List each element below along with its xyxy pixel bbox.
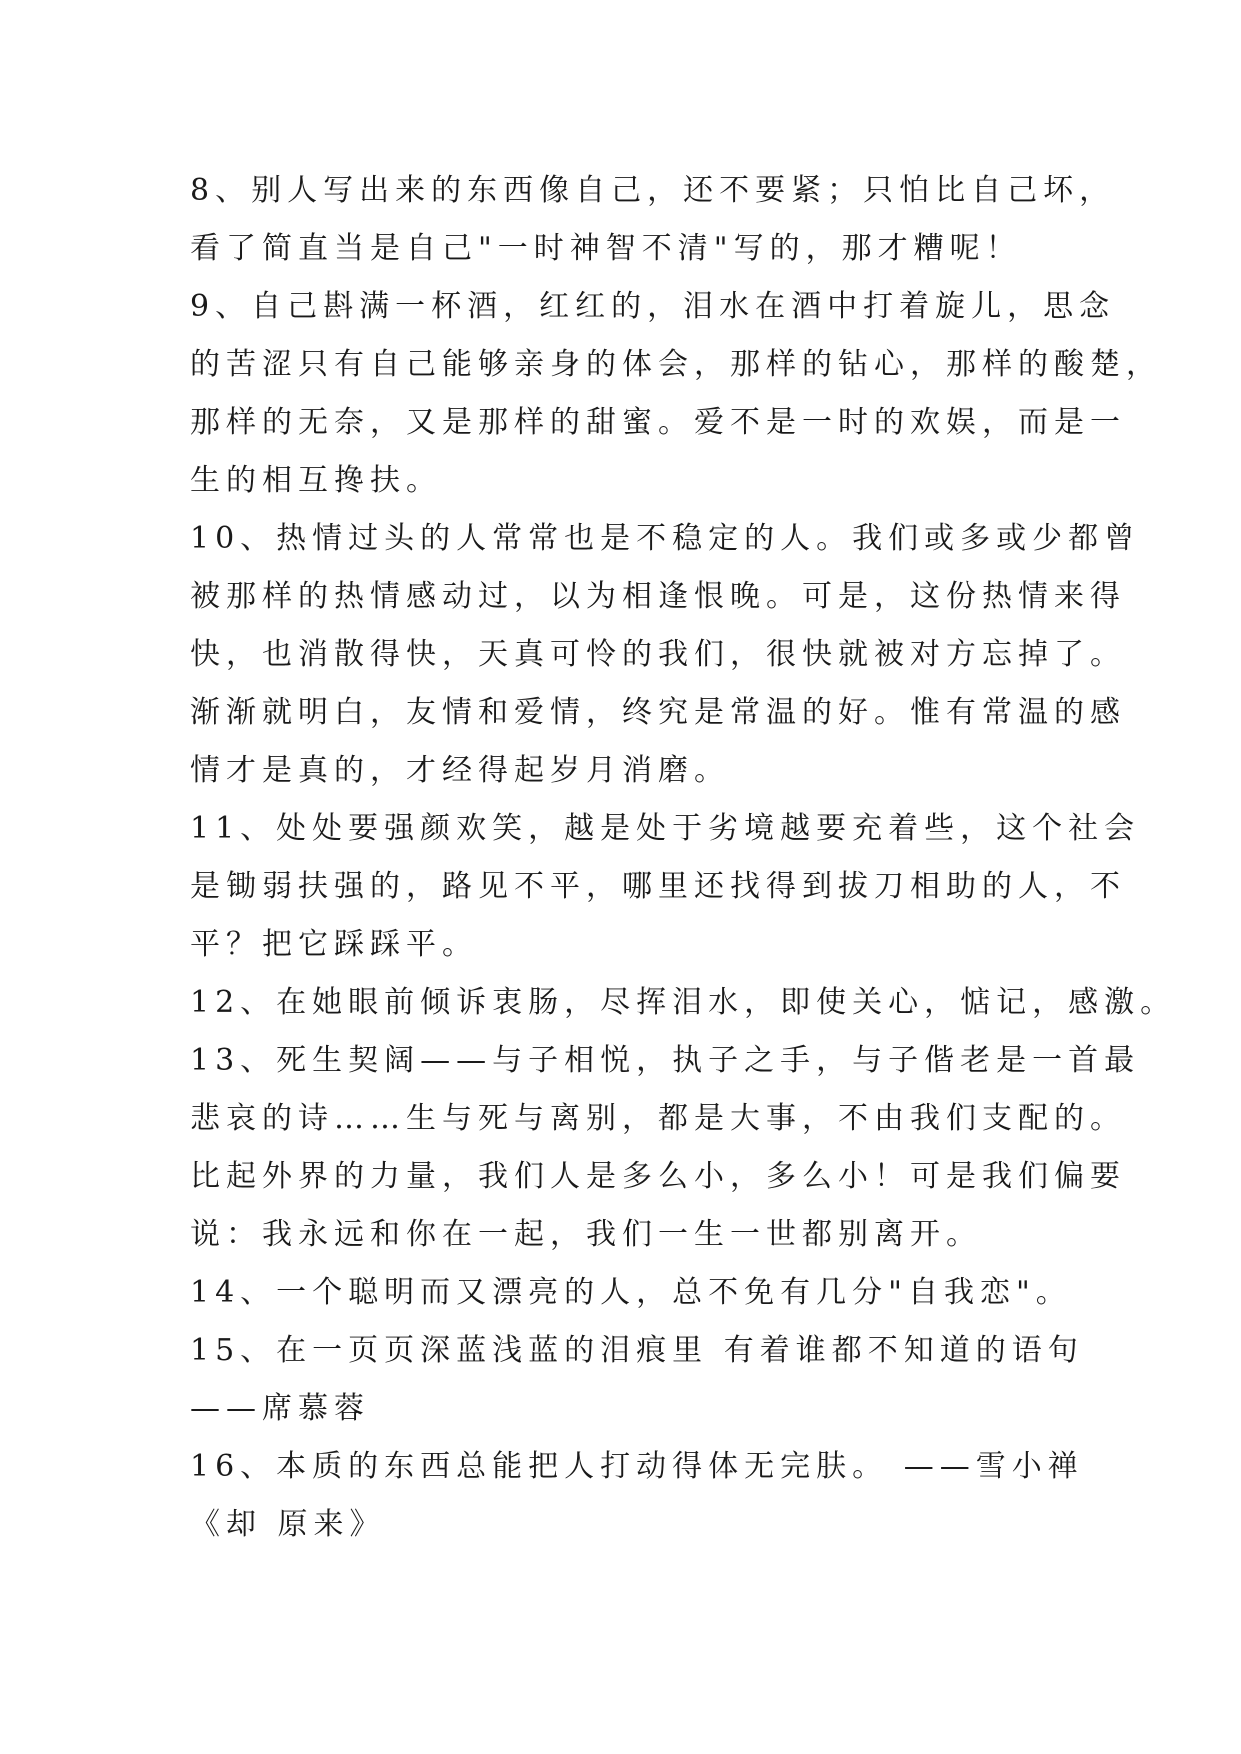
text-line: 快，也消散得快，天真可怜的我们，很快就被对方忘掉了。 xyxy=(190,637,1126,672)
text-line: 10、热情过头的人常常也是不稳定的人。我们或多或少都曾 xyxy=(190,521,1141,556)
text-line: 13、死生契阔——与子相悦，执子之手，与子偕老是一首最 xyxy=(190,1043,1141,1078)
text-line: 被那样的热情感动过，以为相逢恨晚。可是，这份热情来得 xyxy=(190,579,1126,614)
text-line: 15、在一页页深蓝浅蓝的泪痕里 有着谁都不知道的语句 xyxy=(190,1333,1084,1368)
text-line: 8、别人写出来的东西像自己，还不要紧；只怕比自己坏， xyxy=(190,173,1116,208)
document-body xyxy=(190,162,1177,1554)
text-line: 《却 原来》 xyxy=(190,1507,386,1542)
text-line: 说：我永远和你在一起，我们一生一世都别离开。 xyxy=(190,1217,982,1252)
text-line: 9、自己斟满一杯酒，红红的，泪水在酒中打着旋儿，思念 xyxy=(190,289,1116,324)
text-line: 平？把它踩踩平。 xyxy=(190,927,478,962)
text-line: 看了简直当是自己"一时神智不清"写的，那才糟呢！ xyxy=(190,231,1022,266)
text-line: 12、在她眼前倾诉衷肠，尽挥泪水，即使关心，惦记，感激。 xyxy=(190,985,1177,1020)
text-line: ——席慕蓉 xyxy=(190,1391,370,1426)
text-line: 的苦涩只有自己能够亲身的体会，那样的钻心，那样的酸楚， xyxy=(190,347,1162,382)
text-line: 生的相互搀扶。 xyxy=(190,463,442,498)
text-line: 是锄弱扶强的，路见不平，哪里还找得到拔刀相助的人，不 xyxy=(190,869,1126,904)
text-line: 那样的无奈，又是那样的甜蜜。爱不是一时的欢娱，而是一 xyxy=(190,405,1126,440)
text-line: 14、一个聪明而又漂亮的人，总不免有几分"自我恋"。 xyxy=(190,1275,1072,1310)
text-line: 比起外界的力量，我们人是多么小，多么小！可是我们偏要 xyxy=(190,1159,1126,1194)
text-line: 悲哀的诗……生与死与离别，都是大事，不由我们支配的。 xyxy=(190,1101,1126,1136)
text-line: 渐渐就明白，友情和爱情，终究是常温的好。惟有常温的感 xyxy=(190,695,1126,730)
text-line: 11、处处要强颜欢笑，越是处于劣境越要充着些，这个社会 xyxy=(190,811,1141,846)
text-line: 情才是真的，才经得起岁月消磨。 xyxy=(190,753,730,788)
text-line: 16、本质的东西总能把人打动得体无完肤。 ——雪小禅 xyxy=(190,1449,1084,1484)
